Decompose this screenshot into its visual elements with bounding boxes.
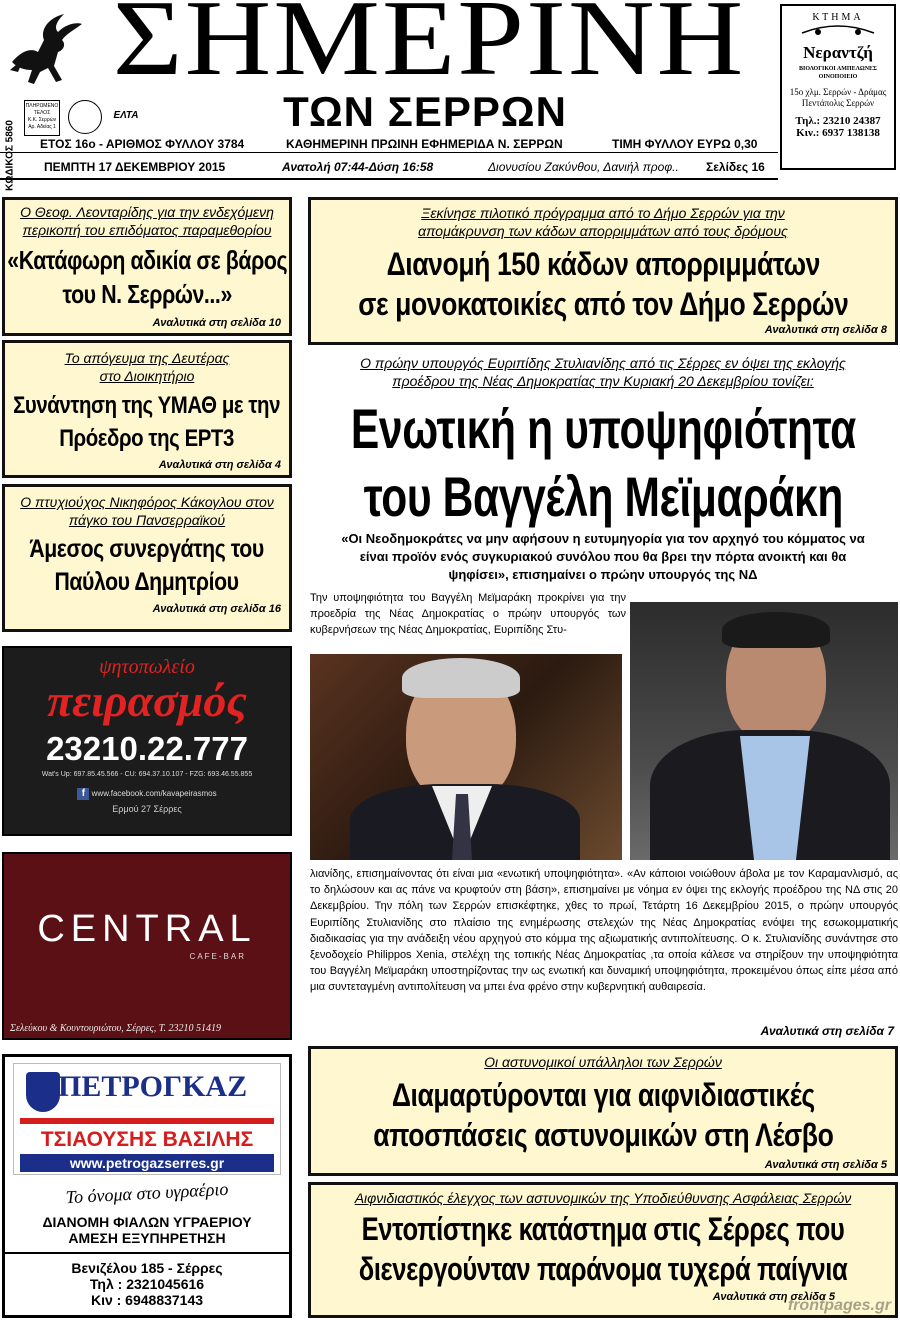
- peirasmos-address: Ερμού 27 Σέρρες: [112, 804, 182, 814]
- story-ref: Αναλυτικά στη σελίδα 8: [764, 324, 887, 336]
- main-headline-line1: Ενωτική η υποψηφιότητα: [350, 397, 856, 460]
- story-headline-line1: Εντοπίστηκε κατάστημα στις Σέρρες που: [361, 1211, 845, 1247]
- central-address: Σελεύκου & Κουντουριώτου, Σέρρες, Τ. 23210 51419: [10, 1023, 222, 1034]
- ad-nerantzi[interactable]: [780, 4, 896, 170]
- story-headline: Συνάντηση της ΥΜΑΘ με την Πρόεδρο της ΕΡΤ3: [13, 392, 281, 452]
- story-kicker: Ο Θεοφ. Λεονταρίδης για την ενδεχόμενη περικοπή του επιδόματος παραμεθορίου: [20, 204, 274, 238]
- central-name: CENTRAL: [37, 908, 257, 950]
- story-headline-line1: Διαμαρτύρονται για αιφνιδιαστικές: [391, 1077, 815, 1113]
- seal-badge: [68, 100, 102, 134]
- info-line-1: [0, 137, 778, 153]
- main-headline-line2: του Βαγγέλη Μεϊμαράκη: [363, 465, 843, 528]
- story-ymath[interactable]: [2, 340, 292, 478]
- petrogaz-divider: [5, 1252, 289, 1254]
- story-ref: Αναλυτικά στη σελίδα 4: [158, 459, 281, 471]
- main-ref: Αναλυτικά στη σελίδα 7: [760, 1024, 894, 1038]
- petrogaz-brand: ΠΕΤΡΟΓΚΑΖ: [58, 1070, 248, 1103]
- peirasmos-top: ψητοπωλείο: [99, 656, 195, 678]
- name-days: Διονυσίου Ζακύνθου, Δανιήλ προφ..: [488, 160, 679, 174]
- peirasmos-name: πειρασμός: [47, 675, 247, 726]
- story-kicker: Ο πτυχιούχος Νικηφόρος Κάκογλου στον πάγκο του Πανσερραϊκού: [20, 494, 274, 528]
- story-leontaridis[interactable]: [2, 197, 292, 336]
- page-count: Σελίδες 16: [706, 160, 765, 174]
- story-ref: Αναλυτικά στη σελίδα 16: [152, 603, 281, 615]
- photo-meimarakis: [310, 654, 622, 860]
- story-ref: Αναλυτικά στη σελίδα 5: [712, 1291, 835, 1303]
- peirasmos-mobiles: Wat's Up: 697.85.45.566 - CU: 694.37.10.107 - FZG: 693.46.55.855: [41, 771, 253, 778]
- story-kakoglou[interactable]: [2, 484, 292, 632]
- main-kicker: Ο πρώην υπουργός Ευριπίδης Στυλιανίδης από τις Σέρρες εν όψει της εκλογής προέδρου της Νέας Δημοκρατίας την Κυριακή 20 Δεκεμβρίου τονίζει:: [360, 355, 846, 389]
- story-kicker: Αιφνιδιαστικός έλεγχος των αστυνομικών της Υποδιεύθυνσης Ασφάλειας Σερρών: [354, 1190, 852, 1206]
- story-kicker: Το απόγευμα της Δευτέρας στο Διοικητήριο: [64, 350, 230, 384]
- masthead-subtitle: ΤΩΝ ΣΕΡΡΩΝ: [283, 88, 567, 135]
- petrogaz-service2: ΑΜΕΣΗ ΕΞΥΠΗΡΕΤΗΣΗ: [68, 1230, 226, 1246]
- sun-times: Ανατολή 07:44-Δύση 16:58: [282, 160, 434, 174]
- petrogaz-address: Βενιζέλου 185 - Σέρρες: [71, 1260, 223, 1276]
- petrogaz-tel: Τηλ : 2321045616: [89, 1276, 205, 1292]
- peirasmos-phone: 23210.22.777: [46, 730, 248, 767]
- elta-logo: ΕΛΤΑ: [113, 110, 139, 121]
- story-kicker: Οι αστυνομικοί υπάλληλοι των Σερρών: [484, 1054, 722, 1070]
- story-ref: Αναλυτικά στη σελίδα 10: [152, 317, 281, 329]
- petrogaz-banner: [13, 1063, 281, 1175]
- petrogaz-stripe: [20, 1118, 274, 1124]
- story-headline-line2: διενεργούνταν παράνομα τυχερά παίγνια: [358, 1251, 848, 1287]
- price: ΤΙΜΗ ΦΥΛΛΟΥ ΕΥΡΩ 0,30: [612, 137, 758, 151]
- story-headline: Άμεσος συνεργάτης του Παύλου Δημητρίου: [29, 535, 265, 596]
- story-ref: Αναλυτικά στη σελίδα 5: [764, 1159, 887, 1171]
- winery-address: 15ο χλμ. Σερρών - Δράμας Πεντάπολις Σερρών: [789, 87, 887, 108]
- petrogaz-emblem-icon: [26, 1072, 60, 1112]
- ktima-label: ΚΤΗΜΑ: [812, 12, 864, 23]
- story-police[interactable]: [308, 1046, 898, 1176]
- petrogaz-slogan: Το όνομα στο υγραέριο: [65, 1178, 229, 1208]
- watermark: frontpages.gr: [787, 1297, 891, 1314]
- ad-peirasmos[interactable]: [2, 646, 292, 836]
- pegasus-logo-icon: [4, 10, 84, 88]
- petrogaz-mobile: Κιν : 6948837143: [90, 1292, 204, 1308]
- ad-petrogaz[interactable]: [2, 1054, 292, 1318]
- grapes-icon: [798, 23, 878, 39]
- main-lead: «Οι Νεοδημοκράτες να μην αφήσουν η ευτυμηγορία για τον αρχηγό του κόμματος να είναι προϊόν ενός συγκυριακού συνόλου που θα βρει την πόρτα ανοικτή και θα ψηφίσει», επισημαίνει ο πρώην υπουργός της ΝΔ: [341, 531, 865, 582]
- masthead: [0, 0, 900, 191]
- winery-name: Νεραντζή: [803, 43, 873, 62]
- facebook-icon: f: [77, 788, 89, 800]
- main-body: λιανίδης, επισημαίνοντας ότι είναι μια «ενωτική υποψηφιότητα». «Αν κάποιοι νοιώθουν άβολα με τον Καραμανλισμό, ας το δηλώσουν και ας πάνε να κρυφτούν στη βάση», επισημαίνει με νόημα εν όψει της εκλογής προέδρου της ΝΔ στις 20 Δεκεμβρίου. Την πόλη των Σερρών επισκέφτηκε, χθες το πρωί, Τετάρτη 16 Δεκεμβρίου 2015, ο πρώην υπουργός Ευριπίδης Στυλιανίδης στο πλαίσιο της ενημέρωσης στελεχών της Νέας Δημοκρατίας ενόψει της εσωκομματικής διαδικασίας για την ανάδειξη νέου αρχηγού στο κόμμα της αξιωματικής αντιπολίτευσης. Ο κ. Στυλιανίδης συνάντησε στο ξενοδοχείο Philippos Xenia, στελέχη της τοπικής Νέας Δημοκρατίας ,τα οποία κάλεσε να στηρίξουν την υποψηφιότητα του Βαγγέλη Μεϊμαράκη υποστηρίζοντας την ως ενωτική και δυναμική υποψηφιότητα, προκειμένου όπως είπε μέσα από μια συντεταγμένη αντιπολίτευση να μπει ένα φρένο στην κυβερνητική αυθαιρεσία.: [310, 868, 898, 994]
- info-line-2: [0, 160, 778, 180]
- story-headline-line2: αποσπάσεις αστυνομικών στη Λέσβο: [372, 1117, 834, 1153]
- story-bins[interactable]: [308, 197, 898, 345]
- main-body-top: Την υποψηφιότητα του Βαγγέλη Μεϊμαράκη προκρίνει για την προεδρία της Νέας Δημοκρατίας ο πρώην υπουργός των κυβερνήσεων της Νέας Δημοκρατίας, Ευριπίδης Στυ-: [310, 592, 626, 636]
- main-story[interactable]: [308, 350, 898, 1040]
- masthead-title: ΣΗΜΕΡΙΝΗ: [112, 0, 746, 98]
- petrogaz-owner: ΤΣΙΑΟΥΣΗΣ ΒΑΣΙΛΗΣ: [40, 1128, 254, 1151]
- central-sub: CAFE-BAR: [189, 952, 246, 961]
- story-kicker: Ξεκίνησε πιλοτικό πρόγραμμα από το Δήμο Σερρών για την απομάκρυνση των κάδων απορριμμάτων από τους δρόμους: [418, 205, 788, 239]
- photo-stylianidis: [630, 602, 898, 860]
- winery-desc: ΒΙΟΛΟΓΙΚΟΙ ΑΜΠΕΛΩΝΕΣ ΟΙΝΟΠΟΙΕΙΟ: [799, 66, 877, 80]
- postage-badge: ΠΛΗΡΩΜΕΝΟ ΤΕΛΟΣ Κ.Κ. Σερρών Αρ. Αδείας 1: [24, 100, 60, 136]
- petrogaz-web: www.petrogazserres.gr: [20, 1154, 274, 1172]
- story-gambling[interactable]: [308, 1182, 898, 1318]
- story-headline-line2: σε μονοκατοικίες από τον Δήμο Σερρών: [357, 286, 849, 322]
- date: ΠΕΜΠΤΗ 17 ΔΕΚΕΜΒΡΙΟΥ 2015: [44, 160, 226, 174]
- peirasmos-fb: f www.facebook.com/kavapeirasmos: [4, 788, 290, 800]
- story-headline-line1: Διανομή 150 κάδων απορριμμάτων: [386, 246, 820, 282]
- petrogaz-service1: ΔΙΑΝΟΜΗ ΦΙΑΛΩΝ ΥΓΡΑΕΡΙΟΥ: [42, 1214, 252, 1230]
- story-headline: «Κατάφωρη αδικία σε βάρος του Ν. Σερρών...»: [7, 245, 287, 309]
- winery-tel: Τηλ.: 23210 24387: [795, 115, 881, 127]
- issue-info: ΕΤΟΣ 16ο - ΑΡΙΘΜΟΣ ΦΥΛΛΟΥ 3784: [40, 137, 245, 151]
- paper-desc: ΚΑΘΗΜΕΡΙΝΗ ΠΡΩΙΝΗ ΕΦΗΜΕΡΙΔΑ Ν. ΣΕΡΡΩΝ: [286, 137, 563, 151]
- code-vertical: ΚΩΔΙΚΟΣ 5860: [4, 120, 16, 191]
- winery-mobile: Κιν.: 6937 138138: [796, 127, 880, 139]
- ad-central[interactable]: [2, 852, 292, 1040]
